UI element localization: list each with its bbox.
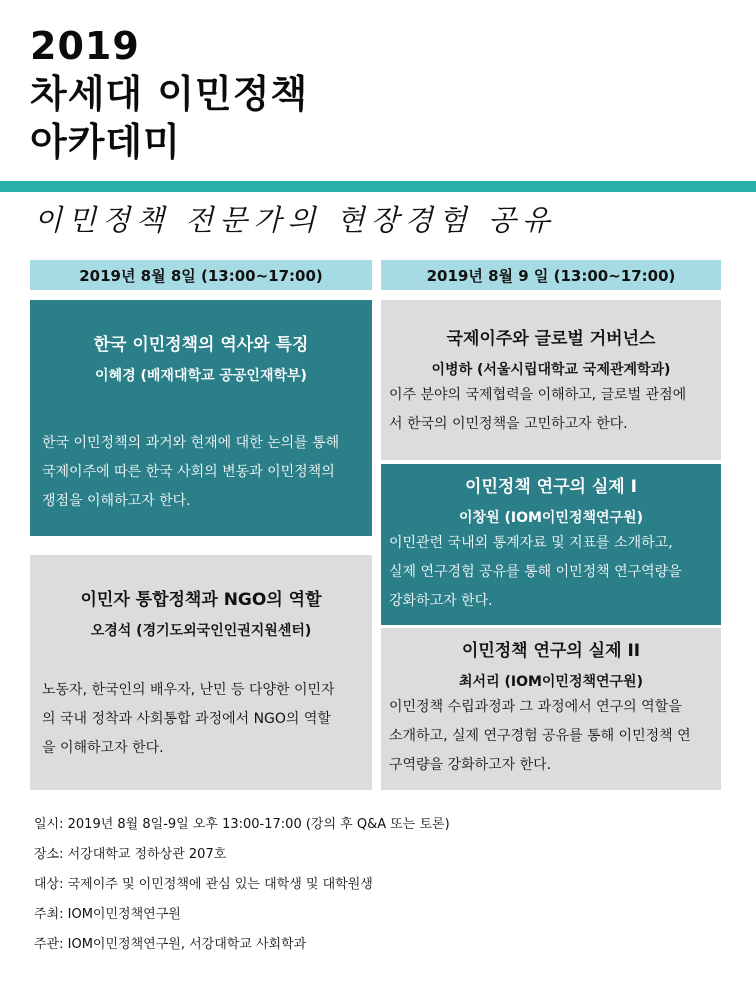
desc-line: 의 국내 정착과 사회통합 과정에서 NGO의 역할 xyxy=(42,711,331,727)
session-description xyxy=(389,693,713,780)
accent-divider xyxy=(0,181,756,192)
desc-line: 한국 이민정책의 과거와 현재에 대한 논의를 통해 xyxy=(42,435,340,451)
session-speaker: 이창원 (IOM이민정책연구원) xyxy=(459,510,643,526)
subtitle: 이민정책 전문가의 현장경험 공유 xyxy=(34,203,556,237)
session-card-integration xyxy=(30,555,372,790)
info-host: 주최: IOM이민정책연구원 xyxy=(34,907,181,922)
title-year: 2019 xyxy=(30,24,140,68)
desc-line: 강화하고자 한다. xyxy=(389,593,493,609)
session-speaker: 이혜경 (배재대학교 공공인재학부) xyxy=(95,368,307,384)
session-description xyxy=(38,676,364,763)
session-speaker: 이병하 (서울시립대학교 국제관계학과) xyxy=(431,362,671,378)
event-info xyxy=(34,810,450,960)
session-description xyxy=(389,529,713,616)
info-schedule: 일시: 2019년 8월 8일-9일 오후 13:00-17:00 (강의 후 Q&A 또는 토론) xyxy=(34,817,450,832)
page-title xyxy=(30,22,308,166)
desc-line: 국제이주에 따른 한국 사회의 변동과 이민정책의 xyxy=(42,464,335,480)
desc-line: 이민관련 국내외 통계자료 및 지표를 소개하고, xyxy=(389,535,673,551)
session-card-history xyxy=(30,300,372,536)
info-organizer: 주관: IOM이민정책연구원, 서강대학교 사회학과 xyxy=(34,937,307,952)
desc-line: 구역량을 강화하고자 한다. xyxy=(389,757,552,773)
desc-line: 을 이해하고자 한다. xyxy=(42,740,164,756)
session-speaker: 오경석 (경기도외국인인권지원센터) xyxy=(90,623,312,639)
info-audience: 대상: 국제이주 및 이민정책에 관심 있는 대학생 및 대학원생 xyxy=(34,877,373,892)
session-title: 이민자 통합정책과 NGO의 역할 xyxy=(80,590,322,610)
session-card-research-2 xyxy=(381,628,721,790)
title-academy: 아카데미 xyxy=(30,120,181,164)
session-title: 이민정책 연구의 실제 II xyxy=(461,641,641,661)
session-title: 한국 이민정책의 역사와 특징 xyxy=(93,335,309,355)
desc-line: 실제 연구경험 공유를 통해 이민정책 연구역량을 xyxy=(389,564,682,580)
session-card-governance xyxy=(381,300,721,460)
desc-line: 이민정책 수립과정과 그 과정에서 연구의 역할을 xyxy=(389,699,682,715)
desc-line: 쟁점을 이해하고자 한다. xyxy=(42,493,191,509)
desc-line: 소개하고, 실제 연구경험 공유를 통해 이민정책 연 xyxy=(389,728,691,744)
info-venue: 장소: 서강대학교 정하상관 207호 xyxy=(34,847,227,862)
desc-line: 이주 분야의 국제협력을 이해하고, 글로벌 관점에 xyxy=(389,387,687,403)
day1-date-bar: 2019년 8월 8일 (13:00~17:00) xyxy=(30,260,372,290)
title-main: 차세대 이민정책 xyxy=(30,72,309,116)
session-title: 이민정책 연구의 실제 I xyxy=(465,477,637,497)
session-title: 국제이주와 글로벌 거버넌스 xyxy=(446,329,656,349)
session-description xyxy=(389,381,713,439)
session-card-research-1 xyxy=(381,464,721,625)
desc-line: 노동자, 한국인의 배우자, 난민 등 다양한 이민자 xyxy=(42,682,335,698)
session-speaker: 최서리 (IOM이민정책연구원) xyxy=(459,674,643,690)
day2-date-bar: 2019년 8월 9 일 (13:00~17:00) xyxy=(381,260,721,290)
desc-line: 서 한국의 이민정책을 고민하고자 한다. xyxy=(389,416,628,432)
session-description xyxy=(38,429,364,516)
